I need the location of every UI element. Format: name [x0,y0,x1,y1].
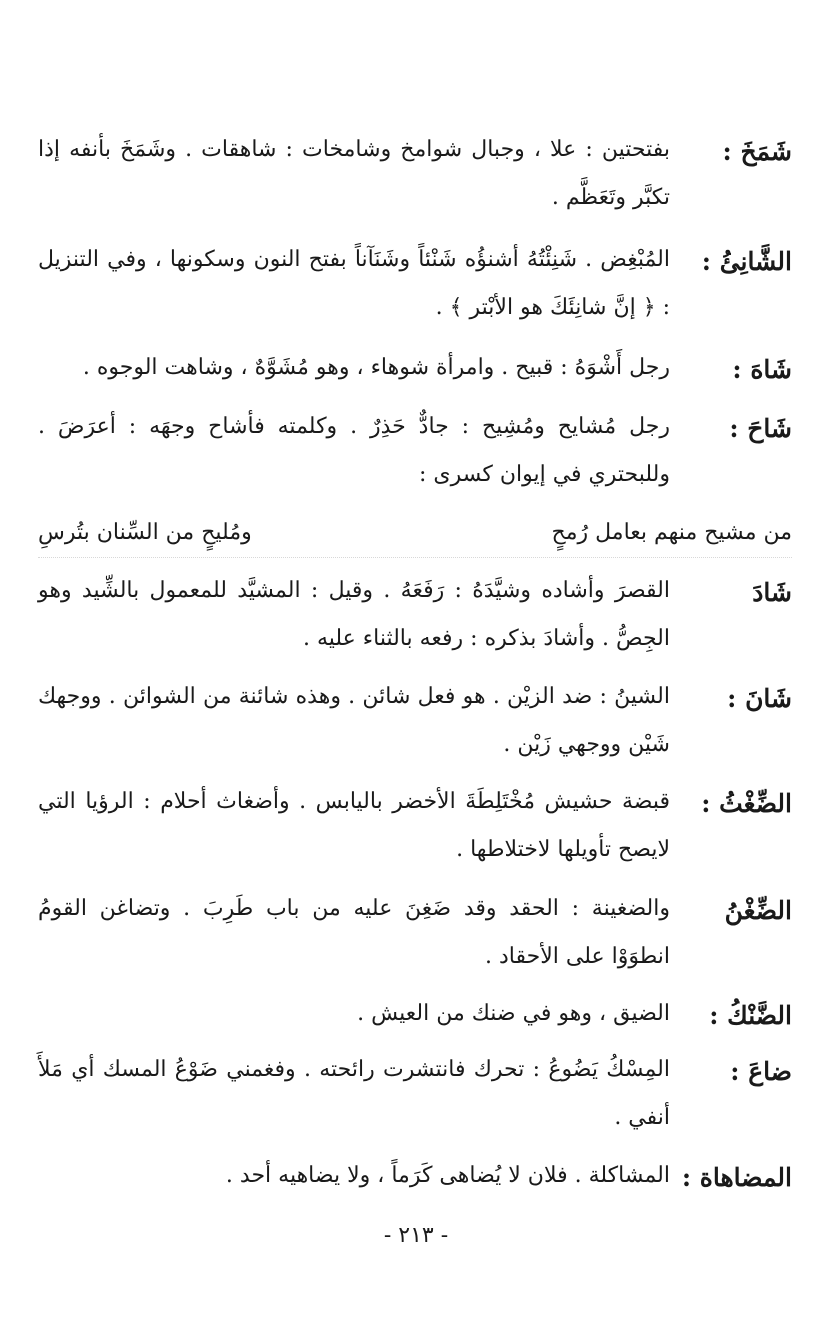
dictionary-entry [38,236,792,332]
entry-definition: رجل مُشايح ومُشِيح : جادٌّ حَذِرٌ . وكلمته فأشاح وجهَه : أعرَضَ . وللبحتري في إيوان كسرى : [38,414,670,487]
dictionary-entry [38,344,792,394]
entry-term: الشَّانِئُ : [701,247,792,276]
entry-term: شَاهَ : [732,355,792,384]
dictionary-entry [38,126,792,222]
dictionary-entry [38,1046,792,1142]
entry-term: شَادَ [752,578,792,607]
dictionary-entry [38,990,792,1040]
entry-term: الضِّغْنُ [724,896,792,925]
dictionary-entry [38,778,792,874]
entry-definition: المشاكلة . فلان لا يُضاهى كَرَماً ، ولا يضاهيه أحد . [225,1163,670,1188]
entry-term: شَانَ : [727,684,792,713]
dictionary-entry [38,403,792,499]
poetry-verse [38,509,792,558]
page-number: - ٢١٣ - [383,1223,449,1248]
entry-definition: رجل أَشْوَهُ : قبيح . وامرأة شوهاء ، وهو مُشَوَّهٌ ، وشاهت الوجوه . [82,355,670,380]
verse-first-hemistich: من مشيح منهم بعامل رُمحٍ [551,520,792,545]
entry-definition: الشينُ : ضد الزيْن . هو فعل شائن . وهذه شائنة من الشوائن . ووجهك شَيْن ووجهي زَيْن . [38,684,670,757]
entry-term: شَاحَ : [729,414,792,443]
entry-definition: والضغينة : الحقد وقد ضَغِنَ عليه من باب طَرِبَ . وتضاغن القومُ انطوَوْا على الأحقاد . [38,896,670,969]
entry-term: الضِّغْثُ : [701,789,792,818]
dictionary-entry [38,885,792,981]
entry-definition: القصرَ وأشاده وشيَّدَهُ : رَفَعَهُ . وقيل : المشيَّد للمعمول بالشِّيد وهو الجِصُّ . وأشادَ بذكره : رفعه بالثناء عليه . [38,578,670,651]
entry-definition: بفتحتين : علا ، وجبال شوامخ وشامخات : شاهقات . وشَمَخَ بأنفه إذا تكبَّر وتَعَظَّم . [38,137,670,210]
entry-definition: الضيق ، وهو في ضنك من العيش . [357,1001,670,1026]
entry-definition: المِسْكُ يَضُوعُ : تحرك فانتشرت رائحته . وفغمني ضَوْعُ المسك أي مَلأَ أنفي . [38,1057,670,1130]
entry-term: شَمَخَ : [722,137,792,166]
verse-second-hemistich: ومُليحٍ من السِّنان بتُرسِ [38,520,252,545]
entry-term: ضاعَ : [730,1057,792,1086]
entry-definition: قبضة حشيش مُخْتَلِطَةَ الأخضر باليابس . وأضغاث أحلام : الرؤيا التي لايصح تأويلها لاختلاطها . [38,789,670,862]
dictionary-entry [38,567,792,663]
dictionary-entry [38,673,792,769]
entry-term: المضاهاة : [681,1163,792,1192]
entry-definition: المُبْغِض . شَنِئْتُهُ أشنؤُه شَنْئاً وشَنَآناً بفتح النون وسكونها ، وفي التنزيل : ﴿ إنَّ شانِئَكَ هو الأبْتر ﴾ . [38,247,670,320]
dictionary-entry [38,1152,792,1202]
entry-term: الضَّنْكُ : [709,1001,792,1030]
